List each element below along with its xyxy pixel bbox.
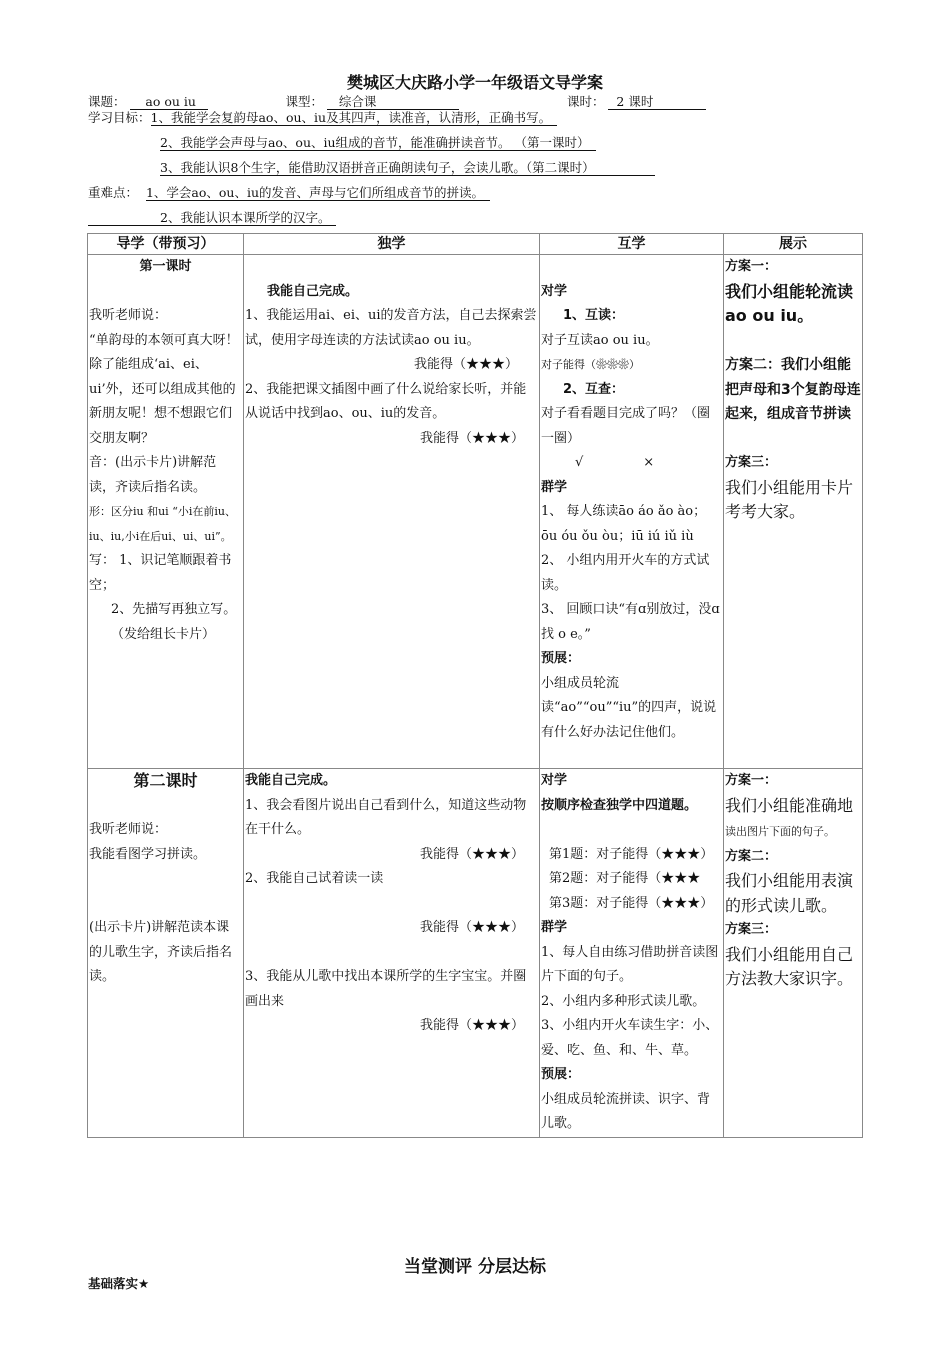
plan-title: 方案一：	[725, 773, 778, 788]
mutual-cell-lesson2	[540, 769, 724, 1138]
mutual-text: 对子看看题目完成了吗？（圈一圈）	[541, 406, 711, 446]
preview-heading: 预展：	[541, 651, 581, 666]
mutual-text: 3、小组内开火车读生字：小、爱、吃、鱼、和、牛、草。	[541, 1018, 719, 1058]
mutual-text: 1、互读：	[563, 308, 625, 323]
guide-text: 我听老师说：	[89, 308, 168, 323]
pair-heading: 对学	[541, 283, 568, 299]
guide-text: “单韵母的本领可真大呀！除了能组成‘ai、ei、ui’外，还可以组成其他的新朋友呢！想不想跟它们交朋友啊？	[89, 332, 239, 446]
solo-text: 3、我能从儿歌中找出本课所学的生字宝宝。并圈画出来	[245, 969, 527, 1009]
guide-cell-lesson1	[88, 255, 244, 769]
show-cell-lesson1	[724, 255, 863, 769]
mutual-text: 第1题：对子能得（★★★）	[549, 846, 714, 862]
mutual-text: 2、小组内多种形式读儿歌。	[541, 993, 706, 1009]
mutual-text: 小组成员轮流读“ao”“ou”“iu”的四声，说说有什么好办法记住他们。	[541, 675, 717, 740]
mutual-text: 对子互读ao ou iu。	[541, 332, 659, 348]
guide-text: （发给组长卡片）	[111, 626, 216, 642]
solo-text: 2、我能把课文插图中画了什么说给家长听，并能从说话中找到ao、ou、iu的发音。	[245, 381, 527, 421]
type-value: 综合课	[327, 95, 459, 110]
preview-heading: 预展：	[541, 1067, 581, 1082]
guide-cell-lesson2	[88, 769, 244, 1138]
header-solo: 独学	[244, 234, 540, 255]
plan-title: 方案三：	[725, 922, 778, 937]
mutual-text: 2、 小组内用开火车的方式试读。	[541, 553, 710, 593]
pair-subheading: 按顺序检查独学中四道题。	[541, 797, 698, 813]
header-show: 展示	[724, 234, 863, 255]
goal-line-3	[160, 160, 655, 176]
goal-1: 1、我能学会复韵母ao、ou、iu及其四声，读准音，认清形，正确书写。	[151, 110, 558, 126]
plan-title: 方案三：	[725, 455, 778, 470]
lesson-table	[87, 233, 863, 1138]
plan-text: 我们小组能用表演的形式读儿歌。	[725, 871, 854, 915]
key-line-1	[88, 185, 490, 201]
plan-title: 方案二：	[725, 848, 778, 864]
plan-text: 我们小组能用卡片考考大家。	[725, 477, 854, 521]
mutual-text: 2、互查：	[563, 381, 625, 397]
cross-icon: ×	[643, 455, 655, 470]
plan-text: 我们小组能准确地读出图片下面的句子。	[725, 795, 854, 838]
plan-text: 我们小组能用自己方法教大家识字。	[725, 944, 854, 988]
type-label: 课型：	[285, 94, 323, 109]
solo-text: 2、我能自己试着读一读	[245, 871, 384, 886]
guide-text: 我听老师说：	[89, 822, 168, 837]
lesson-heading: 第一课时	[139, 259, 192, 274]
guide-text: 2、先描写再独立写。	[111, 602, 237, 617]
guide-text: 写： 1、识记笔顺跟着书空；	[89, 553, 232, 593]
guide-text: (出示卡片)讲解范读本课的儿歌生字，齐读后指名读。	[89, 920, 233, 984]
footer-label: 基础落实★	[88, 1276, 150, 1291]
header-guide: 导学（带预习）	[88, 234, 244, 255]
solo-text: 1、我会看图片说出自己看到什么，知道这些动物在干什么。	[245, 797, 527, 837]
goal-line-1	[88, 110, 557, 126]
goal-3: 3、我能认识8个生字，能借助汉语拼音正确朗读句子，会读儿歌。（第二课时）	[160, 160, 655, 176]
plan-text: 方案二：我们小组能把声母和3个复韵母连起来，组成音节拼读	[725, 357, 861, 422]
mutual-text: 对子能得（❀❀❀）	[541, 358, 640, 371]
plan-title: 方案一：	[725, 259, 778, 274]
header-mutual: 互学	[540, 234, 724, 255]
topic-value: ao ou iu	[130, 95, 208, 110]
solo-cell-lesson2	[244, 769, 540, 1138]
solo-score: 我能得（★★★）	[419, 1018, 524, 1033]
show-cell-lesson2	[724, 769, 863, 1138]
solo-score: 我能得（★★★）	[419, 920, 524, 935]
plan-text: 我们小组能轮流读ao ou iu。	[725, 281, 854, 325]
group-heading: 群学	[541, 920, 568, 935]
key-label: 重难点：	[88, 185, 139, 200]
lesson-heading: 第二课时	[133, 771, 198, 790]
key-1: 1、学会ao、ou、iu的发音、声母与它们所组成音节的拼读。	[146, 185, 490, 201]
mutual-text: 1、每人自由练习借助拼音读图片下面的句子。	[541, 944, 719, 984]
meta-line	[88, 92, 706, 110]
table-header-row	[88, 234, 863, 255]
goal-2: 2、我能学会声母与ao、ou、iu组成的音节，能准确拼读音节。 （第一课时）	[160, 135, 596, 151]
solo-score: 我能得（★★★）	[419, 430, 524, 446]
mutual-text: 3、 回顾口诀“有ɑ别放过，没ɑ找 o e。”	[541, 602, 720, 642]
solo-heading: 我能自己完成。	[267, 283, 359, 299]
table-row	[88, 769, 863, 1138]
goals-label: 学习目标：	[88, 110, 151, 125]
guide-text: 我能看图学习拼读。	[89, 846, 207, 862]
pair-heading: 对学	[541, 773, 568, 788]
mutual-text: 小组成员轮流拼读、识字、背儿歌。	[541, 1091, 711, 1131]
solo-text: 1、我能运用ai、ei、ui的发音方法，自己去探索尝试，使用字母连读的方法试读ao ou iu。	[245, 308, 537, 348]
section-title: 当堂测评 分层达标	[404, 1257, 546, 1277]
mutual-text: 第2题：对子能得（★★★	[549, 871, 701, 886]
mutual-cell-lesson1	[540, 255, 724, 769]
topic-label: 课题：	[88, 94, 126, 109]
goal-line-2	[160, 135, 596, 151]
solo-score: 我能得（★★★）	[419, 846, 524, 862]
hours-label: 课时：	[566, 94, 605, 109]
key-2: 2、我能认识本课所学的汉字。	[88, 210, 336, 226]
key-line-2	[88, 210, 336, 226]
mutual-text: 1、 每人练读āo áo ǎo ào；ōu óu ǒu òu；iū iú iǔ iù	[541, 504, 707, 544]
mutual-text: 第3题：对子能得（★★★）	[549, 895, 714, 911]
guide-text: 形：区分iu 和ui “小i在前iu、iu、iu,小i在后ui、ui、ui”。	[89, 505, 236, 543]
table-row	[88, 255, 863, 769]
solo-score: 我能得（★★★）	[413, 357, 518, 372]
check-icon: √	[575, 455, 584, 470]
solo-heading: 我能自己完成。	[245, 773, 337, 788]
group-heading: 群学	[541, 479, 568, 495]
hours-value: 2 课时	[608, 95, 706, 110]
guide-text: 音：(出示卡片)讲解范读，齐读后指名读。	[89, 455, 217, 495]
solo-cell-lesson1	[244, 255, 540, 769]
check-marks	[541, 451, 722, 476]
page-title: 樊城区大庆路小学一年级语文导学案	[346, 73, 603, 92]
